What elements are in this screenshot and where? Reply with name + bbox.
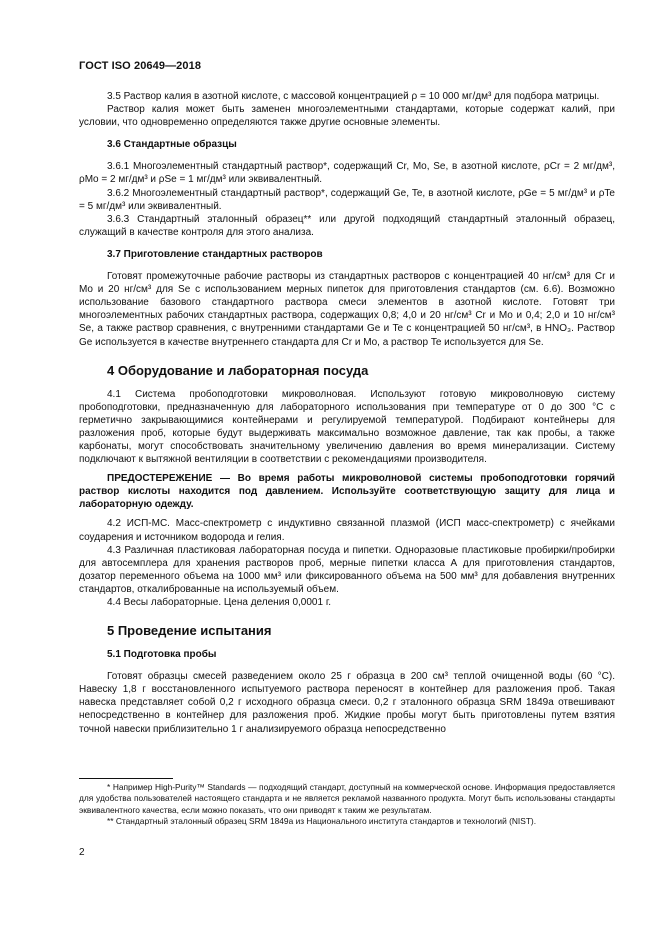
- paragraph-4-3: 4.3 Различная пластиковая лабораторная посуда и пипетки. Одноразовые пластиковые пробирки/пробирки для автосемплера для хранения растворов проб, мерные пипетки класса А для приготовления стандартов, дозатор переменного объема на 1000 мм³ или фиксированного объема на 500 мм³ для добавления внутренних стандартов, откалиброванные на используемый объем.: [79, 544, 615, 595]
- footnote-2: ** Стандартный эталонный образец SRM 1849a из Национального института стандартов и технологий (NIST).: [107, 815, 537, 826]
- paragraph-3-6-2: 3.6.2 Многоэлементный стандартный раствор*, содержащий Ge, Te, в азотной кислоте, ρGe = 5 мг/дм³ и ρTe = 5 мг/дм³ или эквивалентный.: [79, 187, 615, 212]
- page-number: 2: [79, 847, 85, 858]
- document-header: ГОСТ ISO 20649—2018: [79, 60, 202, 72]
- paragraph-4-2: 4.2 ИСП-МС. Масс-спектрометр с индуктивно связанной плазмой (ИСП масс-спектрометр) с ячейками соударения и источником водорода и гелия.: [79, 518, 615, 543]
- paragraph-4-4: 4.4 Весы лабораторные. Цена деления 0,0001 г.: [107, 597, 332, 608]
- paragraph-3-5: 3.5 Раствор калия в азотной кислоте, с массовой концентрацией ρ = 10 000 мг/дм³ для подбора матрицы.: [107, 91, 600, 102]
- paragraph-4-1: 4.1 Система пробоподготовки микроволновая. Используют готовую микроволновую систему пробоподготовки, предназначенную для лабораторного использования при температуре от 0 до 300 °С с герметично закрывающимися контейнерами и регулируемой температурой. Подбирают контейнеры для разложения проб, которые будут выдерживать максимально возможное давление, так как пробы, а также карбонаты, могут способствовать значительному увеличению давления во время минерализации. Систему подключают к вытяжной вентиляции в соответствии с рекомендациями производителя.: [79, 388, 615, 466]
- main-content: [79, 90, 615, 736]
- paragraph-5-1: Готовят образцы смесей разведением около 25 г образца в 200 см³ теплой очищенной воды (60 °С). Навеску 1,8 г восстановленного испытуемого раствора переносят в контейнер для разложения проб. Такая навеска представляет собой 0,2 г исходного образца смеси. 0,2 г эталонного образца SRM 1849a отвешивают непосредственно в контейнер для разложения проб. Жидкие пробы могут быть приготовлены путем взятия точной навески приблизительно 1 г анализируемого образца непосредственно: [79, 671, 615, 735]
- footnote-divider: [79, 778, 173, 779]
- heading-3-7: 3.7 Приготовление стандартных растворов: [107, 248, 323, 260]
- footnotes: [79, 782, 615, 827]
- heading-section-4: 4 Оборудование и лабораторная посуда: [107, 362, 369, 378]
- footnote-1: * Например High-Purity™ Standards — подходящий стандарт, доступный на коммерческой основе. Информация предоставляется для удобства пользователей настоящего стандарта и не является рекламой названного продукта. Могут быть использованы стандарты эквивалентного качества, если можно показать, что они приводят к таким же результатам.: [79, 782, 615, 815]
- paragraph-3-6-1: 3.6.1 Многоэлементный стандартный раствор*, содержащий Cr, Mo, Se, в азотной кислоте, ρCr = 2 мг/дм³, ρMo = 2 мг/дм³ и ρSe = 1 мг/дм³ или эквивалентный.: [79, 161, 615, 186]
- warning-text: ПРЕДОСТЕРЕЖЕНИЕ — Во время работы микроволновой системы пробоподготовки горячий раствор кислоты находится под давлением. Используйте соответствующую защиту для лица и лабораторную одежду.: [79, 473, 615, 511]
- heading-5-1: 5.1 Подготовка пробы: [107, 649, 217, 661]
- heading-section-5: 5 Проведение испытания: [107, 623, 272, 639]
- heading-3-6: 3.6 Стандартные образцы: [107, 139, 237, 151]
- paragraph-3-6-3: 3.6.3 Стандартный эталонный образец** или другой подходящий стандартный эталонный образец, служащий в качестве контроля для этого анализа.: [79, 213, 615, 238]
- paragraph-3-7: Готовят промежуточные рабочие растворы из стандартных растворов с концентрацией 40 нг/см³ для Cr и Mo и 20 нг/см³ для Se с использованием мерных пипеток для приготовления стандартов (см. 6.6). Возможно использование базового стандартного раствора смеси элементов в азотной кислоте. Готовят три многоэлементных рабочих стандартных раствора, содержащих 0,8; 4,0 и 20 нг/см³ Cr и Mo и 0,4; 2,0 и 10 нг/см³ Se, а также раствор сравнения, с внутренними стандартами Ge и Te с концентрацией 50 нг/см³, в HNO₃. Раствор Ge используется в качестве внутреннего стандарта для Cr и Mo, а раствор Te используется для Se.: [79, 271, 615, 348]
- paragraph-3-5-note: Раствор калия может быть заменен многоэлементными стандартами, которые содержат калий, при условии, что одновременно определяются также другие основные элементы.: [79, 104, 615, 129]
